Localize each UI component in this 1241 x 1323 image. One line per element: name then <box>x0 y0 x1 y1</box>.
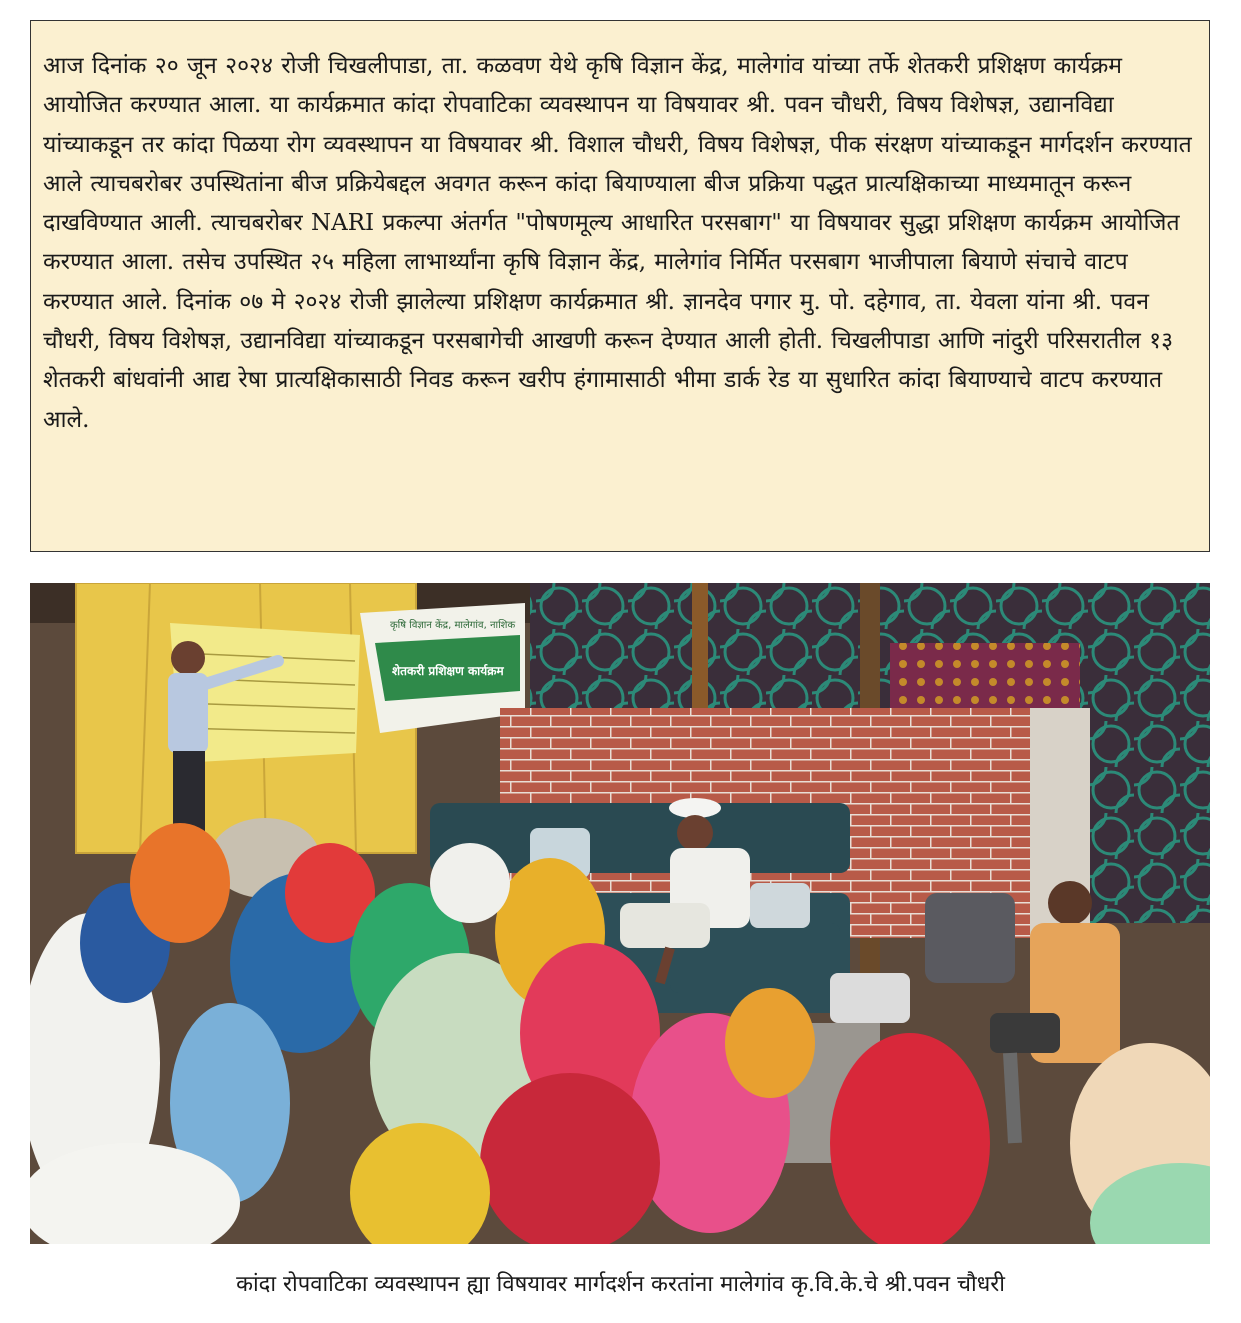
banner-org: कृषि विज्ञान केंद्र, मालेगांव, नाशिक <box>390 620 516 631</box>
article-box <box>30 20 1210 552</box>
training-photo <box>30 583 1210 1244</box>
photo-caption: कांदा रोपवाटिका व्यवस्थापन ह्या विषयावर मार्गदर्शन करतांना मालेगांव कृ.वि.के.चे श्री.पवन चौधरी <box>236 1272 1005 1297</box>
banner-title: शेतकरी प्रशिक्षण कार्यक्रम <box>392 664 504 678</box>
backpack <box>925 893 1015 983</box>
article-paragraph: आज दिनांक २० जून २०२४ रोजी चिखलीपाडा, ता. कळवण येथे कृषि विज्ञान केंद्र, मालेगांव यांच्या तर्फे शेतकरी प्रशिक्षण कार्यक्रम आयोजित करण्यात आला. या कार्यक्रमात कांदा रोपवाटिका व्यवस्थापन या विषयावर श्री. पवन चौधरी, विषय विशेषज्ञ, उद्यानविद्या यांच्याकडून तर कांदा पिळया रोग व्यवस्थापन या विषयावर श्री. विशाल चौधरी, विषय विशेषज्ञ, पीक संरक्षण यांच्याकडून मार्गदर्शन करण्यात आले त्याचबरोबर उपस्थितांना बीज प्रक्रियेबद्दल अवगत करून कांदा बियाण्याला बीज प्रक्रिया पद्धत प्रात्यक्षिकाच्या माध्यमातून करून दाखविण्यात आली. त्याचबरोबर NARI प्रकल्पा अंतर्गत "पोषणमूल्य आधारित परसबाग" या विषयावर सुद्धा प्रशिक्षण कार्यक्रम आयोजित करण्यात आला. तसेच उपस्थित २५ महिला लाभार्थ्यांना कृषि विज्ञान केंद्र, मालेगांव निर्मित परसबाग भाजीपाला बियाणे संचाचे वाटप करण्यात आले. दिनांक ०७ मे २०२४ रोजी झालेल्या प्रशिक्षण कार्यक्रमात श्री. ज्ञानदेव पगार मु. पो. दहेगाव, ता. येवला यांना श्री. पवन चौधरी, विषय विशेषज्ञ, उद्यानविद्या यांच्याकडून परसबागेची आखणी करून देण्यात आली होती. चिखलीपाडा आणि नांदुरी परिसरातील १३ शेतकरी बांधवांनी आद्य रेषा प्रात्यक्षिकासाठी निवड करून खरीप हंगामासाठी भीमा डार्क रेड या सुधारित कांदा बियाण्याचे वाटप करण्यात आले. <box>43 53 1192 433</box>
photo-illustration <box>30 583 1210 1244</box>
